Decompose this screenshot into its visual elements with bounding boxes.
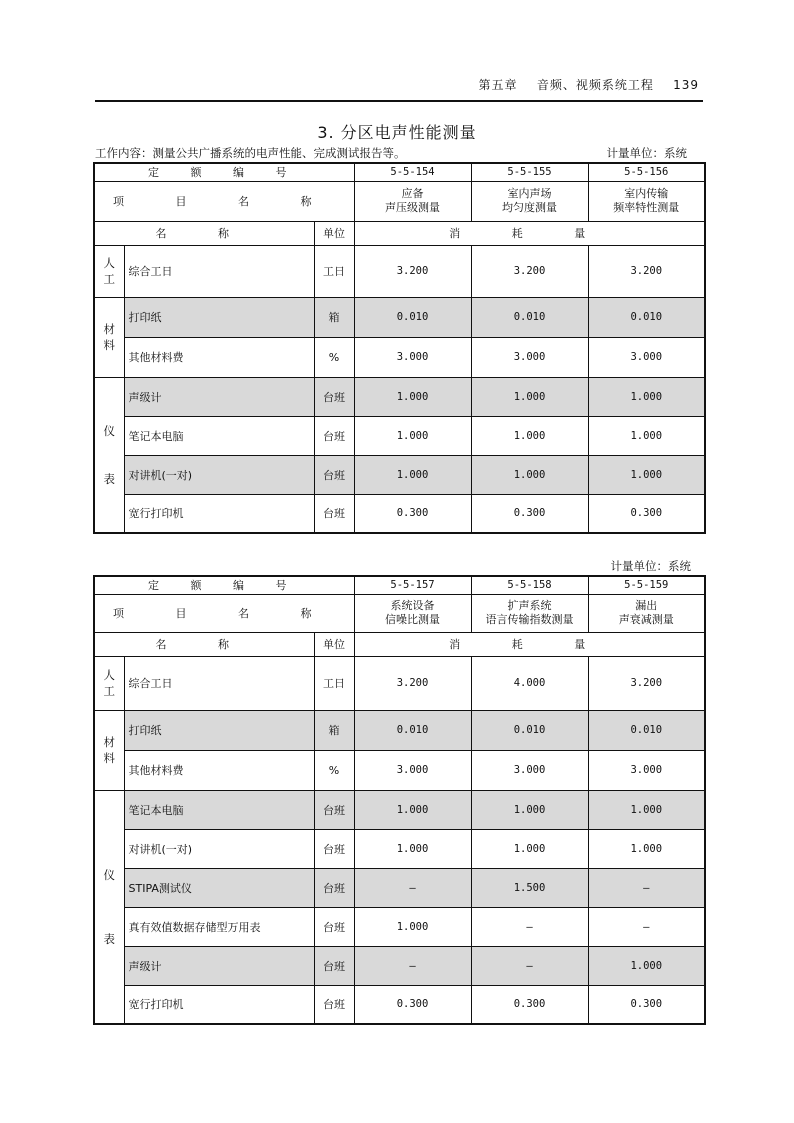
- value-cell: 3.000: [588, 750, 705, 790]
- table-row: [94, 245, 705, 297]
- value-cell: 1.000: [471, 377, 588, 416]
- work-content: 工作内容：测量公共广播系统的电声性能、完成测试报告等。: [95, 146, 406, 160]
- value-cell: —: [354, 868, 471, 907]
- value-cell: 3.000: [354, 337, 471, 377]
- item-name-label: 项 目 名 称: [94, 594, 354, 632]
- consumption-header: 消 耗 量: [354, 221, 705, 245]
- quota-code: 5-5-155: [471, 163, 588, 181]
- value-cell: 1.500: [471, 868, 588, 907]
- table-row: [94, 337, 705, 377]
- resource-name: 综合工日: [124, 656, 314, 710]
- table-row: [94, 790, 705, 829]
- item-name: 室内传输 频率特性测量: [588, 181, 705, 221]
- consumption-header: 消 耗 量: [354, 632, 705, 656]
- item-name: 漏出 声衰减测量: [588, 594, 705, 632]
- value-cell: 1.000: [354, 377, 471, 416]
- quota-code: 5-5-159: [588, 576, 705, 594]
- resource-name: 宽行打印机: [124, 985, 314, 1024]
- page-header: [95, 72, 703, 102]
- item-row: [94, 181, 705, 221]
- table-row: [94, 656, 705, 710]
- category-instrument: 仪 表: [94, 790, 124, 1024]
- quota-code: 5-5-156: [588, 163, 705, 181]
- chapter-label: 第五章: [478, 78, 518, 92]
- resource-name: 综合工日: [124, 245, 314, 297]
- measure-unit: 计量单位：系统: [610, 559, 691, 573]
- resource-unit: %: [314, 750, 354, 790]
- item-name-label: 项 目 名 称: [94, 181, 354, 221]
- value-cell: —: [588, 907, 705, 946]
- value-cell: 1.000: [588, 377, 705, 416]
- value-cell: 0.010: [471, 710, 588, 750]
- quota-no-label: 定 额 编 号: [94, 163, 354, 181]
- value-cell: 1.000: [588, 790, 705, 829]
- value-cell: 0.300: [354, 985, 471, 1024]
- table-row: [94, 377, 705, 416]
- value-cell: —: [588, 868, 705, 907]
- resource-name: 笔记本电脑: [124, 416, 314, 455]
- resource-name: 真有效值数据存储型万用表: [124, 907, 314, 946]
- unit-header: 单位: [314, 221, 354, 245]
- resource-name: 声级计: [124, 946, 314, 985]
- value-cell: 0.010: [588, 297, 705, 337]
- quota-no-label: 定 额 编 号: [94, 576, 354, 594]
- value-cell: 1.000: [588, 829, 705, 868]
- category-material: 材 料: [94, 710, 124, 790]
- section-title: 3. 分区电声性能测量: [317, 123, 477, 142]
- header-text: [479, 76, 699, 93]
- value-cell: 1.000: [354, 790, 471, 829]
- value-cell: 3.200: [354, 245, 471, 297]
- value-cell: 0.010: [354, 297, 471, 337]
- table-row: [94, 985, 705, 1024]
- resource-unit: 台班: [314, 416, 354, 455]
- resource-name: 对讲机(一对): [124, 455, 314, 494]
- table-row: [94, 946, 705, 985]
- value-cell: 1.000: [471, 455, 588, 494]
- value-cell: 1.000: [354, 829, 471, 868]
- column-header-row: [94, 221, 705, 245]
- column-header-row: [94, 632, 705, 656]
- table-row: [94, 750, 705, 790]
- resource-name: 笔记本电脑: [124, 790, 314, 829]
- item-name: 室内声场 均匀度测量: [471, 181, 588, 221]
- value-cell: 0.300: [588, 985, 705, 1024]
- value-cell: 0.010: [588, 710, 705, 750]
- unit-header: 单位: [314, 632, 354, 656]
- name-header: 名 称: [94, 632, 314, 656]
- resource-unit: 台班: [314, 829, 354, 868]
- value-cell: 3.200: [471, 245, 588, 297]
- resource-name: 打印纸: [124, 710, 314, 750]
- value-cell: —: [471, 907, 588, 946]
- category-instrument: 仪 表: [94, 377, 124, 533]
- table-row: [94, 829, 705, 868]
- table-row: [94, 297, 705, 337]
- code-row: [94, 163, 705, 181]
- value-cell: 1.000: [588, 455, 705, 494]
- resource-unit: 台班: [314, 946, 354, 985]
- quota-table-2: [93, 575, 706, 1025]
- resource-unit: 台班: [314, 377, 354, 416]
- resource-name: 其他材料费: [124, 337, 314, 377]
- value-cell: 1.000: [354, 907, 471, 946]
- item-name: 应备 声压级测量: [354, 181, 471, 221]
- quota-code: 5-5-158: [471, 576, 588, 594]
- value-cell: 0.010: [471, 297, 588, 337]
- value-cell: 4.000: [471, 656, 588, 710]
- code-row: [94, 576, 705, 594]
- resource-unit: 箱: [314, 297, 354, 337]
- value-cell: 0.300: [588, 494, 705, 533]
- resource-unit: 工日: [314, 245, 354, 297]
- resource-unit: 箱: [314, 710, 354, 750]
- resource-unit: %: [314, 337, 354, 377]
- value-cell: 0.300: [354, 494, 471, 533]
- quota-code: 5-5-154: [354, 163, 471, 181]
- chapter-title: 音频、视频系统工程: [536, 78, 654, 92]
- value-cell: 3.200: [588, 656, 705, 710]
- resource-unit: 台班: [314, 868, 354, 907]
- resource-name: 对讲机(一对): [124, 829, 314, 868]
- resource-name: 打印纸: [124, 297, 314, 337]
- item-name: 扩声系统 语言传输指数测量: [471, 594, 588, 632]
- table-row: [94, 868, 705, 907]
- resource-unit: 台班: [314, 790, 354, 829]
- value-cell: 3.200: [354, 656, 471, 710]
- value-cell: —: [354, 946, 471, 985]
- resource-unit: 台班: [314, 907, 354, 946]
- value-cell: 1.000: [471, 416, 588, 455]
- table-row: [94, 455, 705, 494]
- resource-unit: 工日: [314, 656, 354, 710]
- resource-name: STIPA测试仪: [124, 868, 314, 907]
- resource-unit: 台班: [314, 494, 354, 533]
- resource-unit: 台班: [314, 985, 354, 1024]
- category-labor: 人 工: [94, 245, 124, 297]
- category-material: 材 料: [94, 297, 124, 377]
- item-name: 系统设备 信噪比测量: [354, 594, 471, 632]
- item-row: [94, 594, 705, 632]
- value-cell: 1.000: [588, 416, 705, 455]
- value-cell: 3.000: [471, 750, 588, 790]
- value-cell: 3.000: [354, 750, 471, 790]
- table-row: [94, 494, 705, 533]
- value-cell: —: [471, 946, 588, 985]
- resource-unit: 台班: [314, 455, 354, 494]
- value-cell: 0.300: [471, 494, 588, 533]
- resource-name: 宽行打印机: [124, 494, 314, 533]
- resource-name: 其他材料费: [124, 750, 314, 790]
- name-header: 名 称: [94, 221, 314, 245]
- quota-code: 5-5-157: [354, 576, 471, 594]
- value-cell: 0.300: [471, 985, 588, 1024]
- category-labor: 人 工: [94, 656, 124, 710]
- work-content-line: [95, 145, 703, 161]
- measure-unit: 计量单位：系统: [606, 146, 687, 160]
- quota-table-1: [93, 162, 706, 534]
- value-cell: 1.000: [354, 455, 471, 494]
- value-cell: 1.000: [471, 790, 588, 829]
- value-cell: 3.000: [588, 337, 705, 377]
- table-row: [94, 710, 705, 750]
- value-cell: 3.200: [588, 245, 705, 297]
- page-number: 139: [673, 78, 699, 92]
- value-cell: 1.000: [471, 829, 588, 868]
- resource-name: 声级计: [124, 377, 314, 416]
- value-cell: 0.010: [354, 710, 471, 750]
- table-row: [94, 907, 705, 946]
- value-cell: 1.000: [354, 416, 471, 455]
- table-row: [94, 416, 705, 455]
- value-cell: 3.000: [471, 337, 588, 377]
- value-cell: 1.000: [588, 946, 705, 985]
